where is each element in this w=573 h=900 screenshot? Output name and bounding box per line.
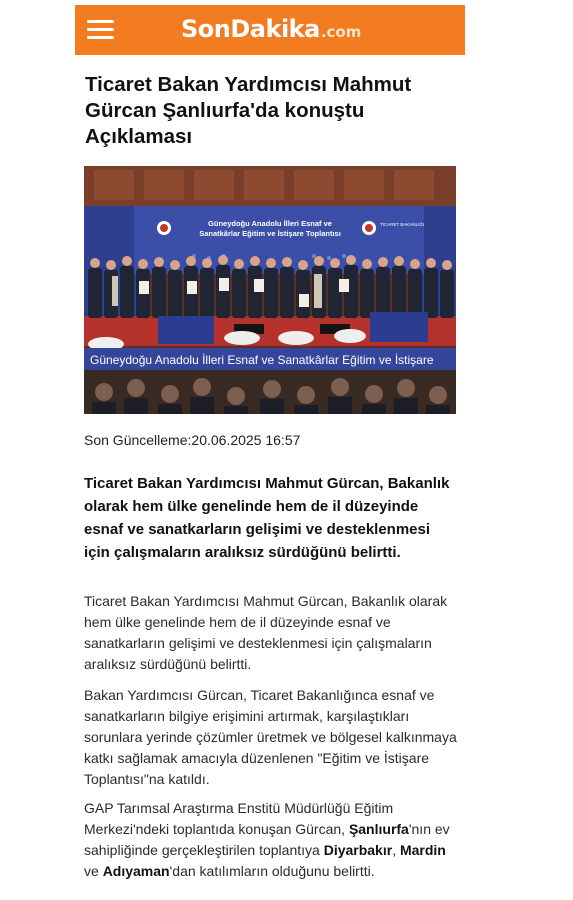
city-link-sanliurfa[interactable]: Şanlıurfa xyxy=(348,821,409,837)
paragraph-text: , xyxy=(392,842,400,858)
article-paragraph: Ticaret Bakan Yardımcısı Mahmut Gürcan, Bakanlık olarak hem ülke genelinde hem de il düzeyinde esnaf ve sanatkarların gelişimi ve desteklenmesi için çalışmaların aralıksız sürdüğünü belirtti. xyxy=(84,593,448,672)
paragraph-text: GAP Tarımsal Araştırma Enstitü Müdürlüğü Eğitim Merkezi'ndeki toplantıda konuşan Gürcan, xyxy=(84,800,394,837)
city-link-adiyaman[interactable]: Adıyaman xyxy=(102,863,170,879)
front-banner-text: Güneydoğu Anadolu İlleri Esnaf ve Sanatkârlar Eğitim ve İstişare xyxy=(90,353,434,367)
banner-title-line-1: Güneydoğu Anadolu İlleri Esnaf ve xyxy=(208,219,332,228)
article-lead: Ticaret Bakan Yardımcısı Mahmut Gürcan, Bakanlık olarak hem ülke genelinde hem de il düzeyinde esnaf ve sanatkarların gelişimi ve desteklenmesi için çalışmaların aralıksız sürdüğünü belirtti. xyxy=(84,475,450,561)
city-link-mardin[interactable]: Mardin xyxy=(399,842,446,858)
banner-title-line-2: Sanatkârlar Eğitim ve İstişare Toplantısı xyxy=(199,229,341,238)
article-paragraph xyxy=(84,798,460,882)
update-value: 20.06.2025 16:57 xyxy=(191,432,301,448)
menu-line xyxy=(87,28,114,31)
paragraph-text: 'dan katılımların olduğunu belirtti. xyxy=(169,863,375,879)
article-title: Ticaret Bakan Yardımcısı Mahmut Gürcan Şanlıurfa'da konuştu Açıklaması xyxy=(85,73,412,148)
banner-org-label: TİCARET BAKANLIĞI xyxy=(380,222,425,227)
hamburger-menu-icon[interactable] xyxy=(87,18,114,40)
menu-line xyxy=(87,20,114,23)
logo-text: SonDakika xyxy=(181,15,320,43)
article-paragraph: Bakan Yardımcısı Gürcan, Ticaret Bakanlığınca esnaf ve sanatkarların bilgiye erişimini artırmak, karşılaştıkları sorunlara yerinde çözümler üretmek ve bölgesel kalkınmaya katkı sağlamak amacıyla düzenlenen "Eğitim ve İstişare Toplantısı"na katıldı. xyxy=(84,687,457,787)
update-label: Son Güncelleme: xyxy=(84,432,192,448)
logo-suffix: .com xyxy=(320,23,362,41)
site-header xyxy=(75,5,465,55)
paragraph-text: ve xyxy=(84,863,103,879)
menu-line xyxy=(87,36,114,39)
paragraph-text: 'nın ev sahipliğinde gerçekleştirilen toplantıya xyxy=(84,821,450,858)
update-timestamp xyxy=(84,432,300,448)
city-link-diyarbakir[interactable]: Diyarbakır xyxy=(323,842,393,858)
site-logo[interactable] xyxy=(181,15,361,45)
article-image[interactable] xyxy=(84,166,456,414)
